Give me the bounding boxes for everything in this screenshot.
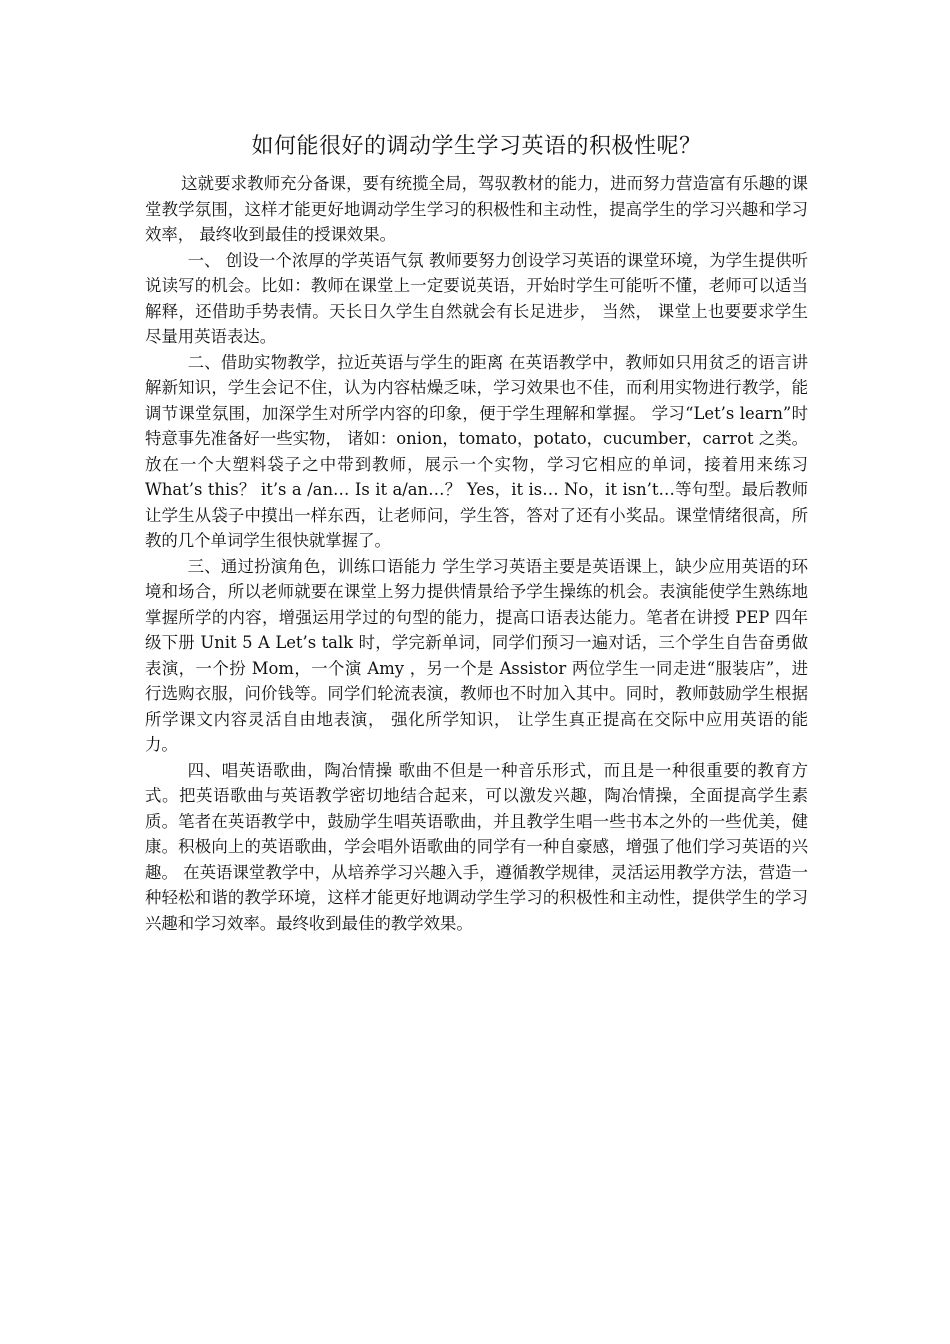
paragraph-section-2: 二、借助实物教学，拉近英语与学生的距离 在英语教学中，教师如只用贫乏的语言讲解新知识，学生会记不住，认为内容枯燥乏味，学习效果也不佳，而利用实物进行教学，能调节课堂氛围，加深学生对所学内容的印象，便于学生理解和掌握。 学习“Let’s learn”时特意事先准备好一些实物， 诸如：onion，tomato，potato，cucumber，carrot 之类。放在一个大塑料袋子之中带到教师，展示一个实物，学习它相应的单词，接着用来练习 What’s this？ it’s a /an… Is it a/an…？ Yes，it is… No，it isn’t…等句型。最后教师让学生从袋子中摸出一样东西，让老师问，学生答，答对了还有小奖品。课堂情绪很高，所教的几个单词学生很快就掌握了。 xyxy=(145,352,808,550)
paragraph-section-3: 三、通过扮演角色，训练口语能力 学生学习英语主要是英语课上，缺少应用英语的环境和场合，所以老师就要在课堂上努力提供情景给予学生操练的机会。表演能使学生熟练地掌握所学的内容，增强运用学过的句型的能力，提高口语表达能力。笔者在讲授 PEP 四年级下册 Unit 5 A Let’s talk 时，学完新单词，同学们预习一遍对话，三个学生自告奋勇做表演，一个扮 Mom，一个演 Amy ，另一个是 Assistor 两位学生一同走进“服装店”，进行选购衣服，问价钱等。同学们轮流表演，教师也不时加入其中。同时，教师鼓励学生根据所学课文内容灵活自由地表演， 强化所学知识， 让学生真正提高在交际中应用英语的能力。 xyxy=(145,556,808,754)
paragraph-section-4: 四、唱英语歌曲，陶冶情操 歌曲不但是一种音乐形式，而且是一种很重要的教育方式。把英语歌曲与英语教学密切地结合起来，可以激发兴趣，陶冶情操，全面提高学生素质。笔者在英语教学中，鼓励学生唱英语歌曲，并且教学生唱一些书本之外的一些优美，健康。积极向上的英语歌曲，学会唱外语歌曲的同学有一种自豪感，增强了他们学习英语的兴趣。 在英语课堂教学中，从培养学习兴趣入手，遵循教学规律，灵活运用教学方法，营造一种轻松和谐的教学环境，这样才能更好地调动学生学习的积极性和主动性，提供学生的学习兴趣和学习效率。最终收到最佳的教学效果。 xyxy=(145,760,808,933)
document-content xyxy=(145,132,808,936)
document-title: 如何能很好的调动学生学习英语的积极性呢？ xyxy=(251,134,702,159)
paragraph-section-1: 一、 创设一个浓厚的学英语气氛 教师要努力创设学习英语的课堂环境，为学生提供听说读写的机会。比如：教师在课堂上一定要说英语，开始时学生可能听不懂，老师可以适当解释，还借助手势表情。天长日久学生自然就会有长足进步， 当然， 课堂上也要要求学生尽量用英语表达。 xyxy=(145,250,808,346)
paragraph-intro: 这就要求教师充分备课，要有统揽全局，驾驭教材的能力，进而努力营造富有乐趣的课堂教学氛围，这样才能更好地调动学生学习的积极性和主动性，提高学生的学习兴趣和学习效率， 最终收到最佳的授课效果。 xyxy=(145,174,808,244)
